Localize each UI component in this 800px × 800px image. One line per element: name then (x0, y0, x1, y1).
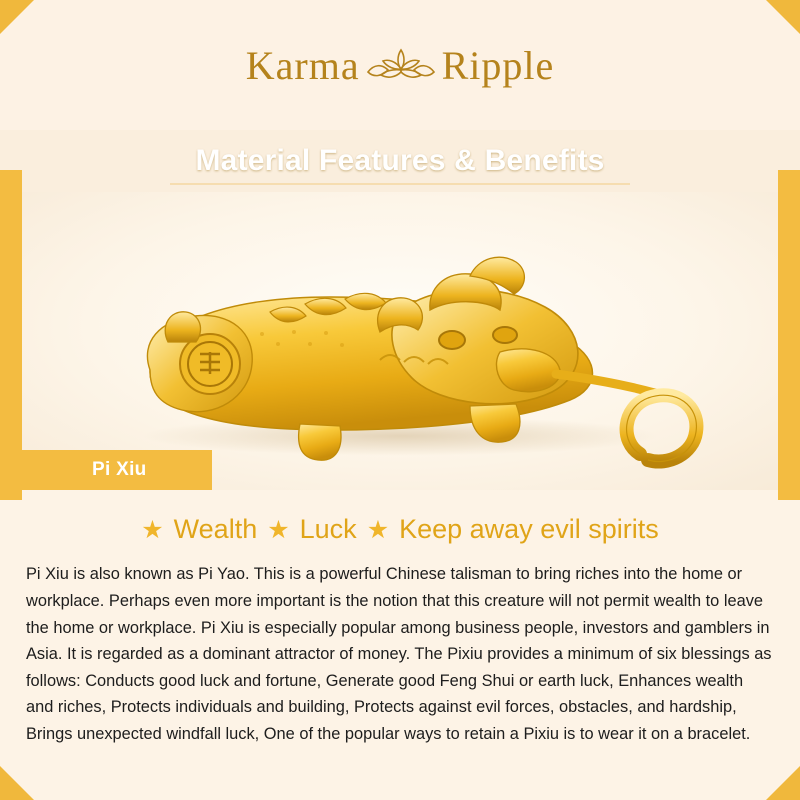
header (0, 0, 800, 130)
side-bar-right (778, 170, 800, 500)
corner-decoration-top-right (766, 0, 800, 34)
page-title: Material Features & Benefits (195, 144, 605, 177)
lotus-icon (366, 42, 436, 88)
product-caption-label: Pi Xiu (92, 459, 147, 480)
description-paragraph: Pi Xiu is also known as Pi Yao. This is a powerful Chinese talisman to bring riches into the home or workplace. Perhaps even more important is the notion that this creature will not permit wealth to leave the home or workplace. Pi Xiu is especially popular among business people, investors and gamblers in Asia. It is regarded as a dominant attractor of money. The Pixiu provides a minimum of six blessings as follows: Conducts good luck and fortune, Generate good Feng Shui or earth luck, Enhances wealth and riches, Protects individuals and building, Protects against evil forces, obstacles, and hardship, Brings unexpected windfall luck, One of the popular ways to retain a Pixiu is to wear it on a bracelet. (26, 565, 772, 743)
side-bar-left (0, 170, 22, 500)
product-image-region (0, 192, 800, 490)
benefits-line (24, 514, 776, 545)
corner-decoration-top-left (0, 0, 34, 34)
gold-pixiu-pendant (0, 192, 800, 490)
benefit-label-wealth: Wealth (173, 514, 258, 544)
title-underline (170, 183, 630, 185)
brand-logo (246, 42, 555, 89)
section-title-band (0, 130, 800, 192)
brand-name-left: Karma (245, 42, 360, 88)
benefit-label-luck: Luck (299, 514, 357, 544)
benefit-label-evil-spirits: Keep away evil spirits (399, 514, 659, 544)
corner-decoration-bottom-left (0, 766, 34, 800)
star-icon: ★ (141, 515, 164, 544)
corner-decoration-bottom-right (766, 766, 800, 800)
product-caption-tab (22, 450, 212, 490)
star-icon: ★ (366, 515, 390, 544)
star-icon: ★ (267, 515, 290, 544)
brand-name-right: Ripple (441, 42, 555, 88)
description-section (0, 490, 800, 747)
